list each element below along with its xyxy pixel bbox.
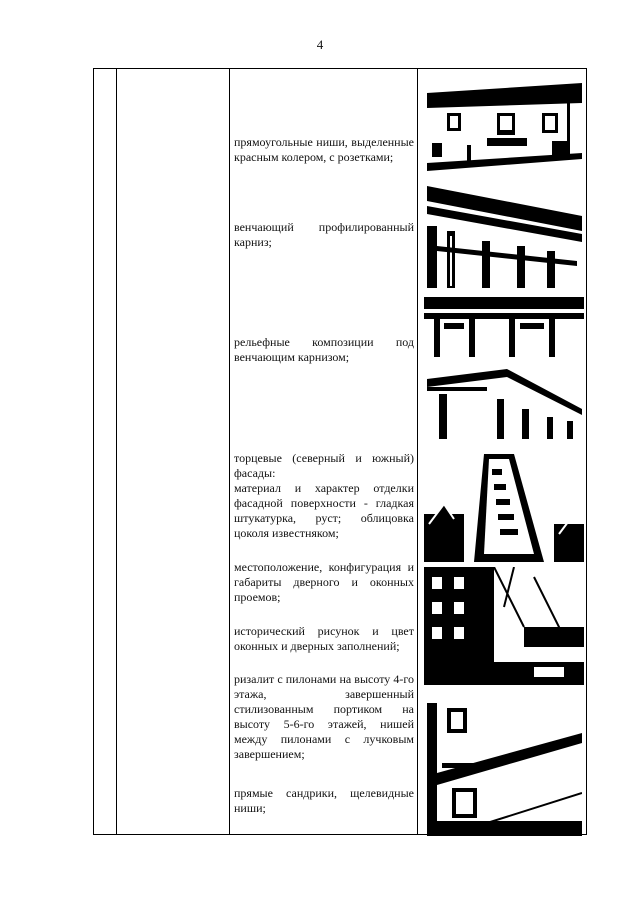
column-divider (229, 69, 230, 834)
end-facade-photo (424, 454, 584, 562)
page-number: 4 (316, 37, 324, 52)
feature-text-relief: рельефные композиции под венчающим карнизом; (234, 335, 414, 364)
feature-text-openings: местоположение, конфигурация и габариты дверного и оконных проемов; (234, 560, 414, 604)
column-divider (417, 69, 418, 834)
feature-text-fillings: исторический рисунок и цвет оконных и дверных заполнений; (234, 624, 414, 653)
cornice-photo (427, 186, 582, 288)
feature-text-niches: прямоугольные ниши, выделенные красным колером, с розетками; (234, 135, 414, 164)
facade-photo-windows (427, 83, 582, 175)
feature-text-cornice: венчающий профилированный карниз; (234, 220, 414, 249)
feature-text-end-facades: торцевые (северный и южный) фасады: (234, 451, 414, 480)
protected-features-table (93, 68, 587, 835)
street-facade-photo (424, 567, 584, 685)
portico-photo (427, 369, 582, 439)
feature-text-sandriks: прямые сандрики, щелевидные ниши; (234, 786, 414, 815)
risalit-photo (427, 703, 582, 836)
feature-text-finish: материал и характер отделки фасадной поверхности - гладкая штукатурка, руст; облицовка цоколя известняком; (234, 481, 414, 540)
relief-photo (424, 297, 584, 357)
feature-text-risalit: ризалит с пилонами на высоту 4-го этажа, завершенный стилизованным портиком на высоту 5-6-го этажей, нишей между пилонами с лучковым завершением; (234, 672, 414, 761)
column-divider (116, 69, 117, 834)
